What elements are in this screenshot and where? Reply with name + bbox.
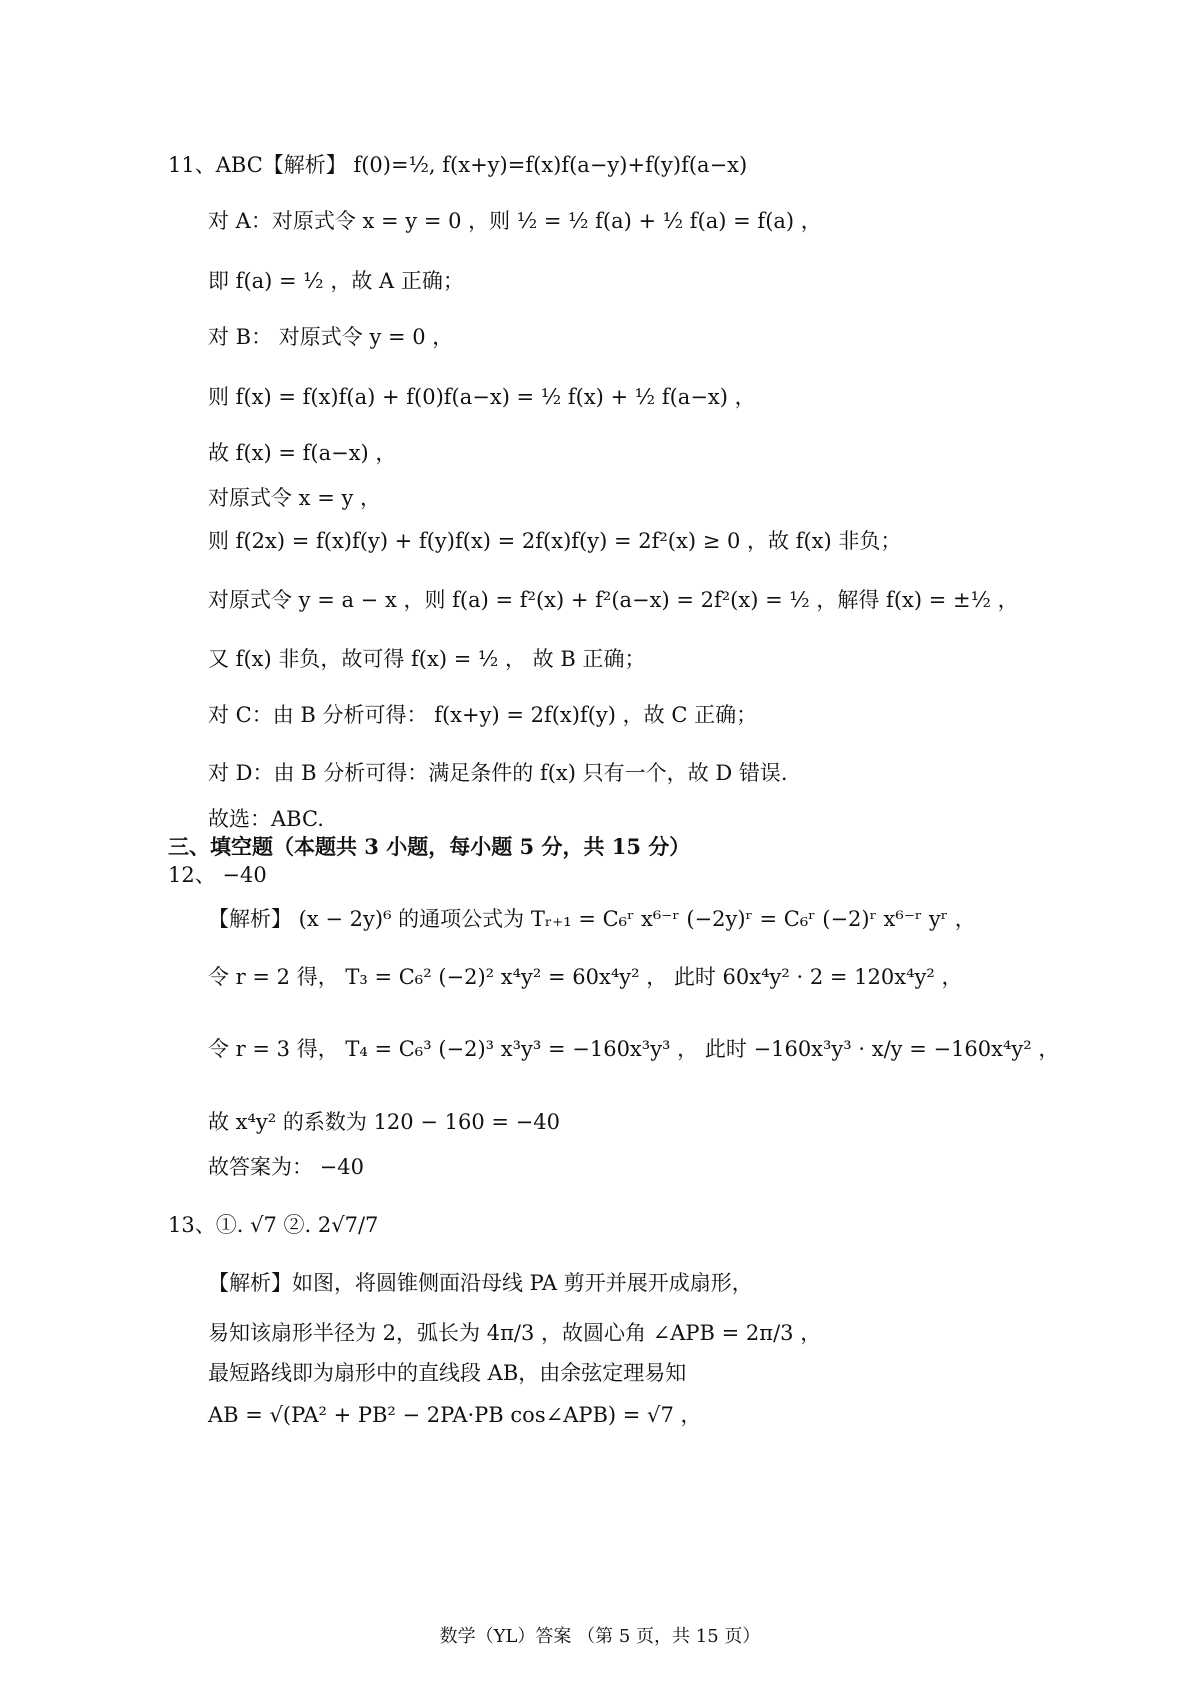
q11-b5-text: 则 f(2x) = f(x)f(y) + f(y)f(x) = 2f(x)f(y) = 2f²(x) ≥ 0 ，故 f(x) 非负； <box>208 529 902 553</box>
q11-a2 <box>208 266 464 296</box>
q12-header-text: 12、 −40 <box>168 863 267 887</box>
q12-l2-text: 令 r = 2 得， T₃ = C₆² (−2)² x⁴y² = 60x⁴y² ， 此时 60x⁴y² · 2 = 120x⁴y² ， <box>208 965 963 989</box>
q12-l3-text: 令 r = 3 得， T₄ = C₆³ (−2)³ x³y³ = −160x³y³ ， 此时 −160x³y³ · x/y = −160x⁴y² ， <box>208 1037 1060 1061</box>
q13-l2-text: 易知该扇形半径为 2，弧长为 4π/3 ，故圆心角 ∠APB = 2π/3 ， <box>208 1321 822 1345</box>
q12-l1 <box>208 904 976 934</box>
q11-header-text: 11、ABC【解析】 f(0)=½, f(x+y)=f(x)f(a−y)+f(y)f(a−x) <box>168 153 748 177</box>
page-footer <box>0 1622 1200 1648</box>
q11-b2-text: 则 f(x) = f(x)f(a) + f(0)f(a−x) = ½ f(x) + ½ f(a−x) ， <box>208 385 756 409</box>
q11-b6 <box>208 585 1019 615</box>
q13-l2 <box>208 1318 821 1348</box>
q12-l5-text: 故答案为： −40 <box>208 1155 364 1179</box>
q11-a2-text: 即 f(a) = ½ ，故 A 正确； <box>208 269 464 293</box>
q13-l4-text: AB = √(PA² + PB² − 2PA·PB cos∠APB) = √7 ， <box>208 1403 702 1427</box>
section-3-heading <box>168 832 690 862</box>
q12-l2 <box>208 962 962 992</box>
q11-d1-text: 对 D：由 B 分析可得：满足条件的 f(x) 只有一个，故 D 错误. <box>208 761 788 785</box>
q13-l1-text: 【解析】如图，将圆锥侧面沿母线 PA 剪开并展开成扇形， <box>208 1271 753 1295</box>
q12-l5 <box>208 1152 364 1182</box>
q12-header <box>168 860 267 890</box>
q13-l3 <box>208 1358 686 1388</box>
q11-b1 <box>208 322 453 352</box>
q11-b4-text: 对原式令 x = y ， <box>208 486 382 510</box>
q13-l4 <box>208 1400 701 1430</box>
page-footer-text: 数学（YL）答案 （第 5 页，共 15 页） <box>439 1626 761 1647</box>
q11-d1 <box>208 758 788 788</box>
q13-header <box>168 1210 378 1240</box>
q11-b7 <box>208 644 645 674</box>
q11-b7-text: 又 f(x) 非负，故可得 f(x) = ½ ， 故 B 正确； <box>208 647 646 671</box>
q11-answer <box>208 804 324 834</box>
q11-answer-text: 故选：ABC. <box>208 807 324 831</box>
q11-header <box>168 150 747 180</box>
q13-l1 <box>208 1268 753 1298</box>
q11-a1 <box>208 206 822 236</box>
q11-b3-text: 故 f(x) = f(a−x) ， <box>208 441 397 465</box>
q11-b6-text: 对原式令 y = a − x ，则 f(a) = f²(x) + f²(a−x) = 2f²(x) = ½ ，解得 f(x) = ±½ ， <box>208 588 1019 612</box>
q13-l3-text: 最短路线即为扇形中的直线段 AB，由余弦定理易知 <box>208 1361 687 1385</box>
q13-header-text: 13、①. √7 ②. 2√7/7 <box>168 1213 379 1237</box>
q11-b4 <box>208 483 381 513</box>
q11-a1-text: 对 A：对原式令 x = y = 0 ，则 ½ = ½ f(a) + ½ f(a) = f(a) ， <box>208 209 822 233</box>
q12-l4-text: 故 x⁴y² 的系数为 120 − 160 = −40 <box>208 1110 560 1134</box>
q12-l3 <box>208 1034 1059 1064</box>
q11-b3 <box>208 438 396 468</box>
section-3-heading-text: 三、填空题（本题共 3 小题，每小题 5 分，共 15 分） <box>168 834 691 859</box>
q11-b5 <box>208 526 901 556</box>
q11-c1-text: 对 C：由 B 分析可得： f(x+y) = 2f(x)f(y) ，故 C 正确； <box>208 703 758 727</box>
q12-l4 <box>208 1107 560 1137</box>
q11-b2 <box>208 382 756 412</box>
q11-b1-text: 对 B： 对原式令 y = 0 ， <box>208 325 454 349</box>
q11-c1 <box>208 700 757 730</box>
q12-l1-text: 【解析】 (x − 2y)⁶ 的通项公式为 Tᵣ₊₁ = C₆ʳ x⁶⁻ʳ (−2y)ʳ = C₆ʳ (−2)ʳ x⁶⁻ʳ yʳ ， <box>208 907 976 931</box>
